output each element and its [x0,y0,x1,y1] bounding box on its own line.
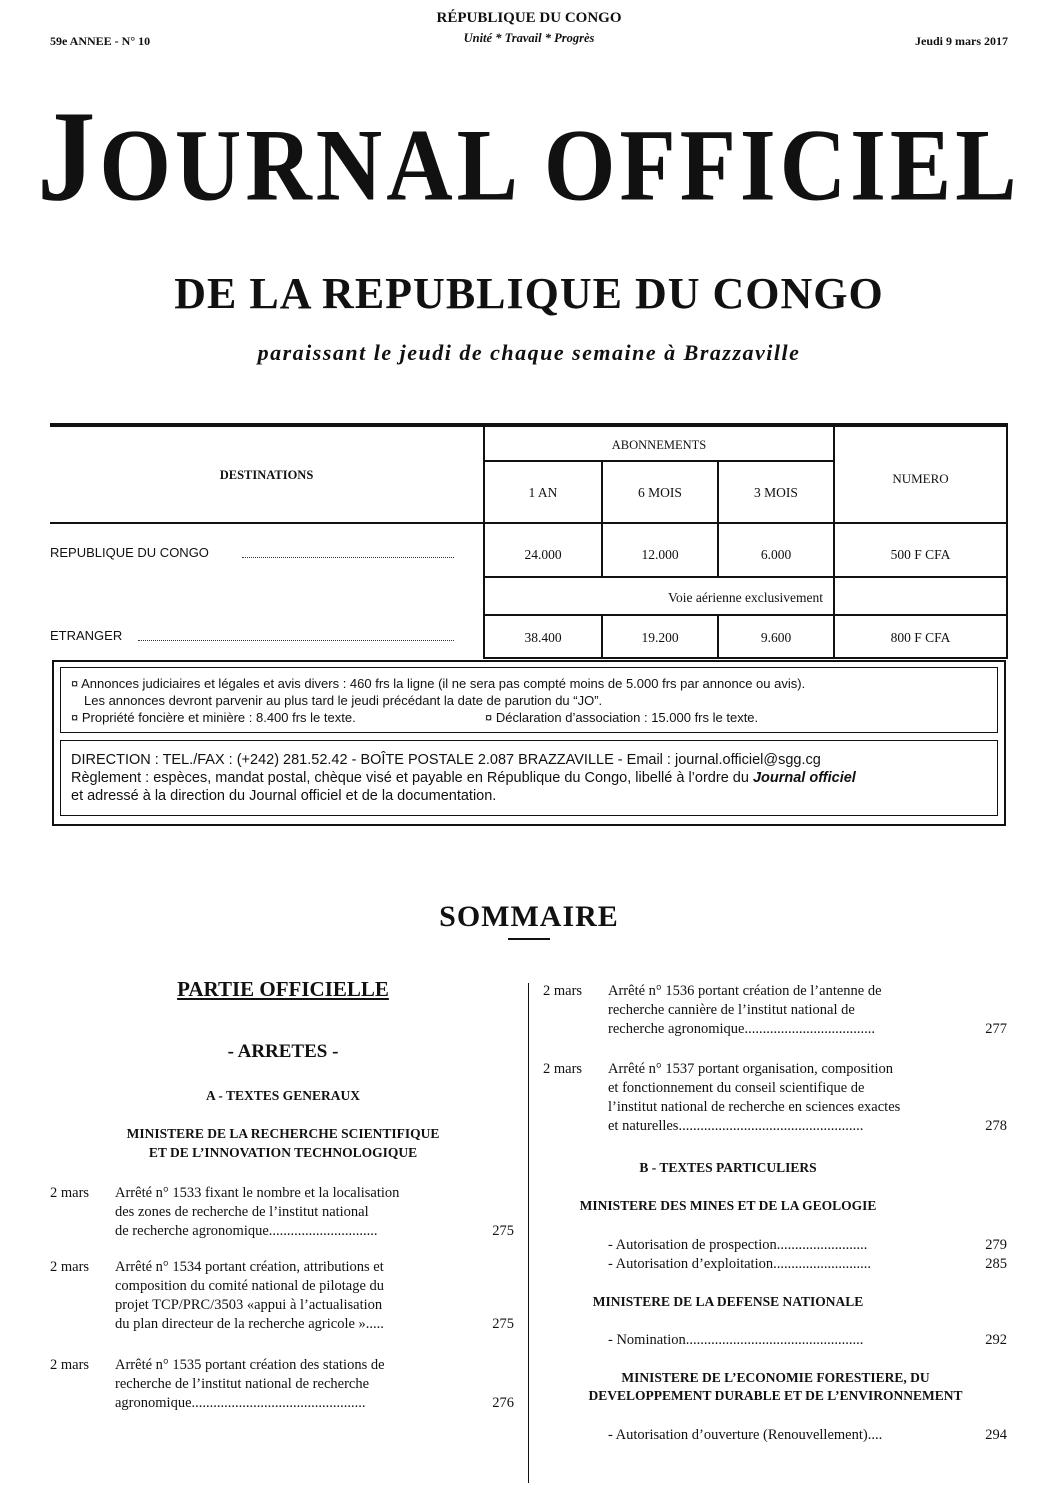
entry-line: Arrêté n° 1534 portant création, attributions et [115,1259,384,1275]
entry-line: Arrêté n° 1535 portant création des stations de [115,1357,385,1373]
notice-line: ¤ Annonces judiciaires et légales et avis divers : 460 frs la ligne (il ne sera pas compté moins de 5.000 frs par annonce ou avis). [71,676,806,691]
payee-name: Journal officiel [752,770,856,786]
entry-page: 278 [985,1118,1007,1134]
republic-name: RÉPUBLIQUE DU CONGO [436,10,622,26]
toc-entry[interactable] [115,1356,475,1413]
entry-line: des zones de recherche de l’institut national [115,1204,369,1220]
table-divider [483,657,1008,659]
period-6mois: 6 MOIS [638,485,682,500]
table-divider [50,522,1008,524]
toc-item-prospection[interactable]: - Autorisation de prospection......................... [608,1237,868,1253]
entry-line: projet TCP/PRC/3503 «appui à l’actualisation [115,1297,383,1313]
entry-date: 2 mars [50,1259,90,1275]
entry-page: 275 [492,1223,514,1239]
period-3mois: 3 MOIS [754,485,798,500]
table-divider [1006,427,1008,659]
entry-page: 294 [985,1427,1007,1443]
entry-date: 2 mars [543,983,583,999]
entry-page: 279 [985,1237,1007,1253]
air-mail-note: Voie aérienne exclusivement [668,590,823,605]
section-b-heading: B - TEXTES PARTICULIERS [639,1160,817,1175]
price-cell: 19.200 [641,630,679,645]
table-divider [483,460,835,462]
table-divider [483,576,1008,578]
price-cell: 38.400 [524,630,562,645]
entry-line: recherche de l’institut national de recherche [115,1376,370,1392]
journal-title-initial: J [37,85,100,229]
ministry-heading: DEVELOPPEMENT DURABLE ET DE L’ENVIRONNEMENT [588,1388,963,1403]
abonnements-header: ABONNEMENTS [611,437,707,452]
entry-line: et naturelles................................................... [608,1118,864,1134]
journal-subtitle: DE LA REPUBLIQUE DU CONGO [174,269,884,318]
notice-line: Les annonces devront parvenir au plus tard le jeudi précédant la date de parution du “JO”. [84,693,603,708]
ministry-heading: MINISTERE DE LA RECHERCHE SCIENTIFIQUE [126,1126,440,1141]
edition-number: 59e ANNEE - N° 10 [50,34,151,48]
price-cell: 24.000 [524,547,562,562]
numero-price: 800 F CFA [890,630,951,645]
toc-item-exploitation[interactable]: - Autorisation d’exploitation........................... [608,1256,871,1272]
price-cell: 12.000 [641,547,679,562]
partie-officielle-heading: PARTIE OFFICIELLE [177,977,389,1001]
entry-line: l’institut national de recherche en sciences exactes [608,1099,901,1115]
sommaire-title: SOMMAIRE [439,900,619,933]
section-a-heading: A - TEXTES GENERAUX [206,1088,360,1103]
toc-entry[interactable] [115,1184,475,1241]
sommaire-underline [508,938,550,940]
entry-date: 2 mars [50,1357,90,1373]
toc-item-nomination[interactable]: - Nomination................................................. [608,1332,864,1348]
toc-entry[interactable] [608,1060,968,1136]
ministry-heading: ET DE L’INNOVATION TECHNOLOGIQUE [148,1145,418,1160]
leader-dots [138,640,454,641]
price-cell: 9.600 [760,630,792,645]
entry-line: Arrêté n° 1536 portant création de l’antenne de [608,983,882,999]
entry-page: 275 [492,1316,514,1332]
toc-entry[interactable] [115,1258,475,1334]
entry-line: recherche cannière de l’institut national de [608,1002,855,1018]
entry-line: du plan directeur de la recherche agricole »..... [115,1316,384,1332]
payment-text: Règlement : espèces, mandat postal, chèque visé et payable en République du Congo, libellé à l’ordre du [71,770,753,786]
entry-line: Arrêté n° 1537 portant organisation, composition [608,1061,894,1077]
ministry-heading: MINISTERE DE L’ECONOMIE FORESTIERE, DU [621,1370,930,1385]
toc-left-column [50,977,516,1420]
notice-line: ¤ Propriété foncière et minière : 8.400 frs le texte. [71,710,356,725]
ministry-heading: MINISTERE DE LA DEFENSE NATIONALE [592,1294,864,1309]
direction-payment [71,769,856,787]
issue-date: Jeudi 9 mars 2017 [915,34,1008,48]
entry-line: agronomique................................................ [115,1395,366,1411]
destinations-header: DESTINATIONS [219,467,314,482]
table-divider [483,614,1008,616]
announcements-box [60,667,998,733]
journal-title-rest: OURNAL OFFICIEL [99,107,1021,222]
entry-line: de recherche agronomique.............................. [115,1223,378,1239]
notice-line: ¤ Déclaration d’association : 15.000 frs le texte. [485,710,759,725]
arretes-heading: - ARRETES - [227,1041,339,1062]
notice-frame [52,660,1006,826]
journal-tagline: paraissant le jeudi de chaque semaine à Brazzaville [257,340,801,365]
entry-line: recherche agronomique.................................... [608,1021,875,1037]
entry-page: 277 [985,1021,1007,1037]
entry-line: et fonctionnement du conseil scientifique de [608,1080,865,1096]
column-divider [528,983,529,1483]
subscription-table [50,427,1008,659]
numero-price: 500 F CFA [890,547,951,562]
destination-congo: REPUBLIQUE DU CONGO [50,545,209,560]
journal-title [0,85,1058,229]
price-cell: 6.000 [760,547,792,562]
entry-date: 2 mars [543,1061,583,1077]
toc-entry[interactable] [608,982,968,1039]
toc-right-column [543,980,1008,1490]
leader-dots [242,557,454,558]
numero-header: NUMERO [892,471,949,486]
entry-page: 276 [492,1395,514,1411]
entry-page: 292 [985,1332,1007,1348]
ministry-heading: MINISTERE DES MINES ET DE LA GEOLOGIE [579,1198,877,1213]
entry-line: composition du comité national de pilotage du [115,1278,385,1294]
entry-page: 285 [985,1256,1007,1272]
direction-address: et adressé à la direction du Journal officiel et de la documentation. [71,788,497,804]
national-motto: Unité * Travail * Progrès [463,31,595,45]
toc-item-renouvellement[interactable]: - Autorisation d’ouverture (Renouvellement).... [608,1427,883,1443]
entry-line: Arrêté n° 1533 fixant le nombre et la localisation [115,1185,400,1201]
destination-etranger: ETRANGER [50,628,123,643]
direction-contact: DIRECTION : TEL./FAX : (+242) 281.52.42 - BOÎTE POSTALE 2.087 BRAZZAVILLE - Email : journal.officiel@sgg.cg [71,752,821,768]
period-1an: 1 AN [528,485,558,500]
direction-box [60,740,998,816]
entry-date: 2 mars [50,1185,90,1201]
